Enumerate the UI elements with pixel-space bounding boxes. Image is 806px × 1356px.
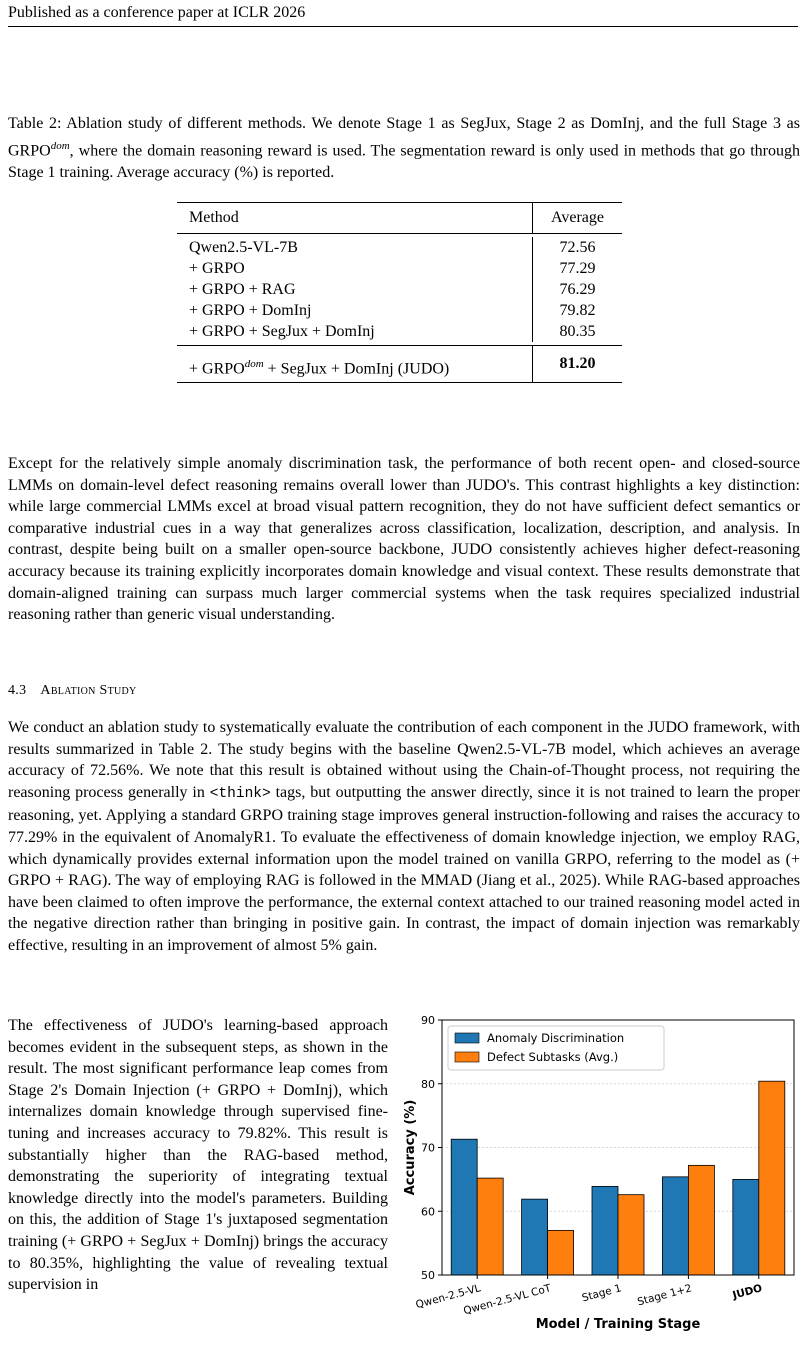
- table-cell-average: 77.29: [532, 258, 622, 279]
- legend-label: Defect Subtasks (Avg.): [487, 1050, 619, 1064]
- y-tick-label: 90: [421, 1014, 435, 1027]
- paragraph-lmm-comparison: Except for the relatively simple anomaly discrimination task, the performance of both recent open- and closed-source LMMs on domain-level defect reasoning remains overall lower than JUDO's. This contrast highlights a key distinction: while large commercial LMMs excel at broad visual pattern recognition, they do not have sufficient defect semantics or comparative industrial cues in a way that generalizes across classification, localization, description, and analysis. In contrast, despite being built on a smaller open-source backbone, JUDO consistently achieves higher defect-reasoning accuracy because its training explicitly incorporates domain knowledge and visual context. These results demonstrate that domain-aligned training can surpass much larger commercial systems when the task requires specialized industrial reasoning rather than generic visual understanding.: [8, 455, 800, 624]
- table-cell-average: 79.82: [532, 300, 622, 321]
- y-tick-label: 60: [421, 1205, 435, 1219]
- paragraph-stage-effects: The effectiveness of JUDO's learning-based approach becomes evident in the subsequent steps, as shown in the result. The most significant performance leap comes from Stage 2's Domain Injection (+ GRPO + DomInj), which internalizes domain knowledge through supervised fine-tuning and increases accuracy to 79.82%. This result is substantially higher than the RAG-based method, demonstrating the superiority of integrating textual knowledge directly into the model's parameters. Building on this, the addition of Stage 1's juxtaposed segmentation training (+ GRPO + SegJux + DomInj) brings the accuracy to 80.35%, highlighting the value of revealing textual supervision in: [8, 1017, 388, 1294]
- table-cell-method: + GRPO + DomInj: [189, 302, 312, 319]
- column-header-average: Average: [532, 203, 622, 233]
- y-tick-label: 80: [421, 1077, 435, 1091]
- table-row-judo: [177, 346, 622, 382]
- table-row: [177, 279, 622, 300]
- legend-swatch: [455, 1052, 479, 1062]
- table-cell-method: Qwen2.5-VL-7B: [189, 239, 298, 256]
- table-cell-average: 80.35: [532, 321, 622, 342]
- table-row: [177, 258, 622, 279]
- table-cell-average: 81.20: [532, 346, 622, 382]
- x-tick-label: Qwen-2.5-VL: [414, 1282, 482, 1312]
- ablation-table: [177, 202, 622, 383]
- bar-defect-subtasks: [477, 1178, 503, 1275]
- bar-defect-subtasks: [688, 1165, 714, 1275]
- table-cell-method: + GRPO + SegJux + DomInj: [189, 323, 375, 340]
- bar-anomaly-discrimination: [592, 1186, 618, 1275]
- table-cell-average: 72.56: [532, 237, 622, 258]
- x-tick-label: Stage 1: [580, 1282, 623, 1305]
- think-tag-code: <think>: [209, 785, 271, 802]
- bar-anomaly-discrimination: [522, 1199, 548, 1275]
- table-cell-average: 76.29: [532, 279, 622, 300]
- y-axis-label: Accuracy (%): [403, 1099, 418, 1196]
- y-tick-label: 70: [421, 1141, 435, 1155]
- legend-swatch: [455, 1033, 479, 1043]
- table-body: [177, 234, 622, 345]
- bar-anomaly-discrimination: [451, 1139, 477, 1275]
- section-title: Ablation Study: [40, 683, 137, 698]
- bar-defect-subtasks: [618, 1195, 644, 1275]
- bar-defect-subtasks: [548, 1230, 574, 1275]
- accuracy-bar-chart: [400, 1010, 800, 1340]
- table-header-row: [177, 203, 622, 233]
- section-number: 4.3: [8, 683, 27, 698]
- table-caption: Table 2: Ablation study of different methods. We denote Stage 1 as SegJux, Stage 2 as DomInj, and the full Stage 3 as $GRPO^{dom}$, where the domain reasoning reward is used. The segmentation reward is only used in methods that go through Stage 1 training. Average accuracy (%) is reported.: [8, 115, 800, 182]
- x-tick-label: Stage 1+2: [636, 1282, 694, 1309]
- bar-anomaly-discrimination: [733, 1179, 759, 1275]
- running-header: Published as a conference paper at ICLR 2026: [8, 4, 798, 27]
- table-cell-method: + GRPO: [189, 260, 245, 277]
- table-cell-method: + GRPO + RAG: [189, 281, 296, 298]
- x-axis-label: Model / Training Stage: [535, 1317, 701, 1332]
- bar-defect-subtasks: [759, 1081, 785, 1275]
- x-tick-label: JUDO: [731, 1282, 764, 1302]
- table-row: [177, 321, 622, 342]
- x-tick-label: Qwen-2.5-VL CoT: [462, 1282, 553, 1318]
- y-tick-label: 50: [421, 1269, 435, 1282]
- paragraph-ablation-intro: We conduct an ablation study to systematically evaluate the contribution of each component in the JUDO framework, with results summarized in Table 2. The study begins with the baseline Qwen2.5-VL-7B model, which achieves an average accuracy of 72.56%. We note that this result is obtained without using the Chain-of-Thought process, not requiring the reasoning process generally in <think> tags, but outputting the answer directly, since it is not trained to learn the proper reasoning, yet. Applying a standard GRPO training stage improves general instruction-following and raises the accuracy to 77.29% in the equivalent of AnomalyR1. To evaluate the effectiveness of domain knowledge injection, we employ RAG, which dynamically provides external information upon the model trained on vanilla GRPO, referring to the model as (+ GRPO + RAG). The way of employing RAG is followed in the MMAD (Jiang et al., 2025). While RAG-based approaches have been claimed to often improve the performance, the external context attached to our trained reasoning model acted in the negative direction rather than bringing in positive gain. In contrast, the impact of domain injection was remarkably effective, resulting in an improvement of almost 5% gain.: [8, 719, 801, 954]
- table-row: [177, 237, 622, 258]
- table-cell-method: + $GRPO^{dom}$ + SegJux + DomInj (JUDO): [189, 358, 450, 378]
- table-row: [177, 300, 622, 321]
- column-header-method: Method: [189, 209, 239, 226]
- legend-label: Anomaly Discrimination: [487, 1031, 625, 1045]
- bar-anomaly-discrimination: [662, 1177, 688, 1275]
- section-heading: [8, 683, 137, 699]
